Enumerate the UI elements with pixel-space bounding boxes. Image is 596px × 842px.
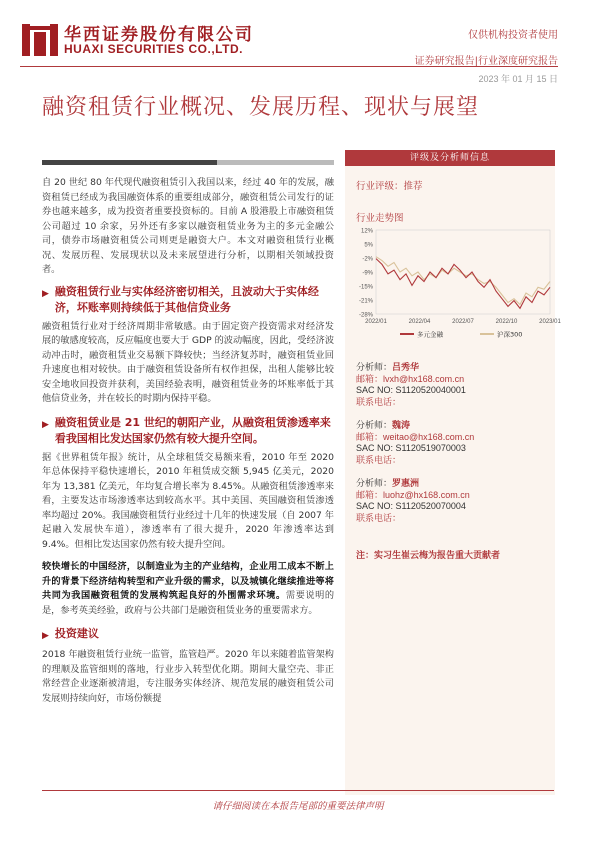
y-tick-label: 5% [364,242,373,249]
analyst-block-3 [356,478,470,524]
report-type: 证券研究报告|行业深度研究报告 [414,56,558,67]
section1-paragraph: 融资租赁行业对于经济周期非常敏感。由于固定资产投资需求对经济发展的敏感度较高，反应幅度也要大于 GDP 的波动幅度，因此，受经济波动冲击时，融资租赁业交易额下降较快；当经济复苏时，融资租赁业回升速度也相对较快。由于融资租赁设备所有权作担保，出租人能够比较安全地收回投资并获利，美国经验表明，融资租赁业务的坏账率低于其他信贷业务，并在较长的时期内保持平稳。 [42,320,335,404]
trend-chart [350,226,561,344]
analyst-name: 魏涛 [392,420,411,430]
huaxi-logo-icon [20,22,60,58]
x-tick-label: 2022/07 [452,319,474,325]
sac-label: SAC NO: [356,501,394,511]
series-line [376,259,550,309]
analyst-name: 罗惠洲 [392,478,420,488]
analyst-sac: S1120520070004 [395,501,466,511]
analyst-sac: S1120519070003 [395,443,466,453]
section2-heading-text: 融资租赁业是 21 世纪的朝阳产业，从融资租赁渗透率来看我国相比发达国家仍然有较大提升空间。 [54,415,331,445]
arrow-icon: ▶ [42,419,49,430]
legend-label: 沪深300 [497,330,523,339]
email-label: 邮箱： [356,431,384,442]
company-name-en: HUAXI SECURITIES CO.,LTD. [64,42,243,56]
x-tick-label: 2022/01 [365,319,387,325]
sac-label: SAC NO: [356,385,394,395]
phone-label: 联系电话： [356,512,402,523]
y-tick-label: -9% [362,270,373,277]
analyst-block-2 [356,420,474,466]
trend-label: 行业走势图 [356,213,404,224]
x-tick-label: 2022/10 [495,319,518,325]
sac-label: SAC NO: [356,443,394,453]
intro-paragraph: 自 20 世纪 80 年代现代融资租赁引入我国以来，经过 40 年的发展，融资租赁已经成为我国融资体系的重要组成部分，融资租赁公司发行的证券也越来越多，成为投资者重要投资标的。目前 A 股港股上市融资租赁公司超过 10 余家，另外还有多家以融资租赁业务为主的多元金融公司，债券市场融资租赁公司则更是融资大户。本文对融资租赁行业概况、发展历程、发展现状以及未来展望进行分析，以期相关领域投资者。 [42,177,334,275]
section3-paragraph [42,560,334,618]
legend-label: 多元金融 [417,330,443,339]
phone-label: 联系电话： [356,454,402,465]
report-title: 融资租赁行业概况、发展历程、现状与展望 [42,95,480,120]
section3-text: 需要说明的是，参考英美经验，政府与公共部门是融资租赁业务的重要需求方。 [42,590,335,616]
sidebar-header: 评级及分析师信息 [345,150,555,166]
section4-paragraph: 2018 年融资租赁行业统一监管，监管趋严。2020 年以来随着监管架构的理顺及监管细则的落地，行业步入转型优化期。期间大量空壳、非正常经营企业逐渐被清退，专注服务实体经济、规范发展的融资租赁公司发展则持续向好，市场份额提 [42,649,334,704]
analyst-role: 分析师： [356,420,393,430]
analyst-role: 分析师： [356,478,393,488]
audience-note: 仅供机构投资者使用 [468,30,558,41]
x-tick-label: 2022/04 [408,319,431,325]
y-tick-label: -21% [358,298,373,305]
section2-paragraph: 据《世界租赁年报》统计，从全球租赁交易额来看，2010 年至 2020 年总体保持平稳快速增长，2010 年租赁成交额 5,945 亿美元，2020 年为 13,381 亿美元，年均复合增长率为 8.45%。从融资租赁渗透率来看，主要发达市场渗透率达到较高水平。其中美国、英国融资租赁渗透率均超过 20%。我国融资租赁行业经过十几年的快速发展（自 2007 年起融入发展快车道），渗透率有了很大提升，2020 年渗透率达到 9.4%。但相比发达国家仍然有较大提升空间。 [42,451,334,550]
analyst-email[interactable]: lvxh@hx168.com.cn [383,373,465,384]
analyst-sac: S1120520040001 [395,385,466,395]
y-tick-label: -2% [362,256,373,263]
report-date: 2023 年 01 月 15 日 [478,74,558,84]
section4-heading-text: 投资建议 [54,627,99,640]
email-label: 邮箱： [356,489,384,500]
analyst-name: 吕秀华 [392,362,420,372]
footer-divider [42,790,554,791]
y-tick-label: -28% [358,312,373,319]
series-line [376,257,550,305]
company-name-cn: 华西证券股份有限公司 [64,25,254,45]
industry-rating: 行业评级：推荐 [356,181,423,192]
x-tick-label: 2023/01 [539,319,561,325]
footer-disclaimer: 请仔细阅读在本报告尾部的重要法律声明 [212,801,384,812]
section1-heading-text: 融资租赁行业与实体经济密切相关，且波动大于实体经济，坏账率则持续低于其他信贷业务 [54,284,319,314]
analyst-block-1 [356,362,466,408]
arrow-icon: ▶ [42,631,49,641]
section-bar [42,160,334,165]
y-tick-label: -15% [358,284,373,291]
section4-heading [42,626,334,644]
section3-bold-text: 较快增长的中国经济，以制造业为主的产业结构，企业用工成本不断上升的背景下经济结构转型和产业升级的需求，以及城镇化继续推进等将共同为我国融资租赁的发展构筑起良好的外围需求环境。 [42,561,334,601]
email-label: 邮箱： [356,373,384,384]
analyst-email[interactable]: luohz@hx168.com.cn [383,489,470,500]
section2-heading [42,415,334,447]
analyst-email[interactable]: weitao@hx168.com.cn [383,431,475,442]
main-body [42,176,334,706]
y-tick-label: 12% [360,228,373,235]
arrow-icon: ▶ [42,288,49,299]
intern-note: 注：实习生崔云梅为报告重大贡献者 [356,551,501,561]
section1-heading [42,284,334,316]
analyst-role: 分析师： [356,362,393,372]
phone-label: 联系电话： [356,396,402,407]
